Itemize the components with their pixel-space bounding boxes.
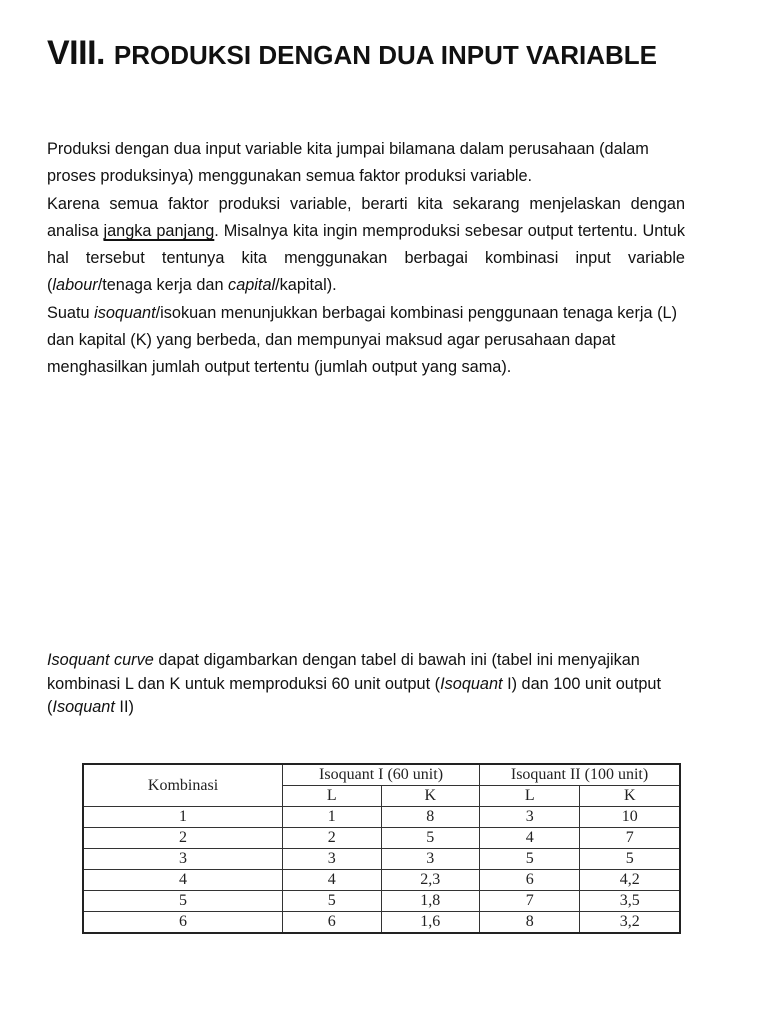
- table-cell: 3: [83, 849, 283, 870]
- table-cell: 4: [480, 828, 580, 849]
- isoquant-table: [82, 763, 681, 934]
- table-cell: 3,5: [580, 891, 680, 912]
- table-cell: 5: [480, 849, 580, 870]
- table-cell: 2: [83, 828, 283, 849]
- term-isoquant: isoquant: [94, 303, 156, 322]
- table-cell: 3: [283, 849, 381, 870]
- table-cell: 1: [283, 807, 381, 828]
- header-k-1: K: [381, 786, 480, 807]
- table-cell: 3: [480, 807, 580, 828]
- isoquant-paragraph: Isoquant curve dapat digambarkan dengan tabel di bawah ini (tabel ini menyajikan kombinasi L dan K untuk memproduksi 60 unit output (Isoquant I) dan 100 unit output (Isoquant II): [47, 651, 661, 716]
- table-cell: 4,2: [580, 870, 680, 891]
- header-l-2: L: [480, 786, 580, 807]
- table-row: [83, 912, 680, 934]
- table-cell: 10: [580, 807, 680, 828]
- intro-sentence-3: Suatu isoquant/isokuan menunjukkan berbagai kombinasi penggunaan tenaga kerja (L) dan kapital (K) yang berbeda, dan mempunyai maksud agar perusahaan dapat menghasilkan jumlah output tertentu (jumlah output yang sama).: [47, 303, 677, 377]
- table-row: [83, 891, 680, 912]
- table-cell: 6: [283, 912, 381, 934]
- table-cell: 5: [83, 891, 283, 912]
- table-row: [83, 807, 680, 828]
- table-cell: 1,8: [381, 891, 480, 912]
- table-cell: 5: [283, 891, 381, 912]
- header-kombinasi: Kombinasi: [83, 764, 283, 807]
- table-cell: 3,2: [580, 912, 680, 934]
- header-isoquant-1: Isoquant I (60 unit): [283, 764, 480, 786]
- table-cell: 2: [283, 828, 381, 849]
- heading-title: PRODUKSI DENGAN DUA INPUT VARIABLE: [113, 40, 657, 70]
- intro-paragraph: [47, 136, 685, 382]
- underlined-term: jangka panjang: [103, 221, 215, 240]
- term-isoquant-curve: Isoquant curve: [47, 651, 154, 669]
- page-heading: [47, 34, 657, 73]
- intro-sentence-1: Produksi dengan dua input variable kita jumpai bilamana dalam perusahaan (dalam proses produksinya) menggunakan semua faktor produksi variable.: [47, 140, 649, 186]
- table-cell: 1,6: [381, 912, 480, 934]
- header-k-2: K: [580, 786, 680, 807]
- table-cell: 7: [480, 891, 580, 912]
- term-capital: capital: [228, 276, 276, 295]
- term-labour: labour: [52, 276, 98, 295]
- header-l-1: L: [283, 786, 381, 807]
- table-cell: 1: [83, 807, 283, 828]
- table-cell: 5: [580, 849, 680, 870]
- table-cell: 4: [83, 870, 283, 891]
- table-cell: 8: [480, 912, 580, 934]
- table-cell: 6: [83, 912, 283, 934]
- table-cell: 6: [480, 870, 580, 891]
- table-row: [83, 870, 680, 891]
- table-row: [83, 849, 680, 870]
- table-cell: 2,3: [381, 870, 480, 891]
- heading-number: VIII.: [47, 34, 105, 72]
- table-row: [83, 828, 680, 849]
- table-cell: 4: [283, 870, 381, 891]
- table-cell: 7: [580, 828, 680, 849]
- table-cell: 8: [381, 807, 480, 828]
- table-cell: 3: [381, 849, 480, 870]
- header-isoquant-2: Isoquant II (100 unit): [480, 764, 680, 786]
- intro-sentence-2: Karena semua faktor produksi variable, berarti kita sekarang menjelaskan dengan analisa jangka panjang. Misalnya kita ingin memproduksi sebesar output tertentu. Untuk hal tersebut tentunya kita menggunakan berbagai kombinasi input variable (labour/tenaga kerja dan capital/kapital).: [47, 194, 685, 295]
- table-cell: 5: [381, 828, 480, 849]
